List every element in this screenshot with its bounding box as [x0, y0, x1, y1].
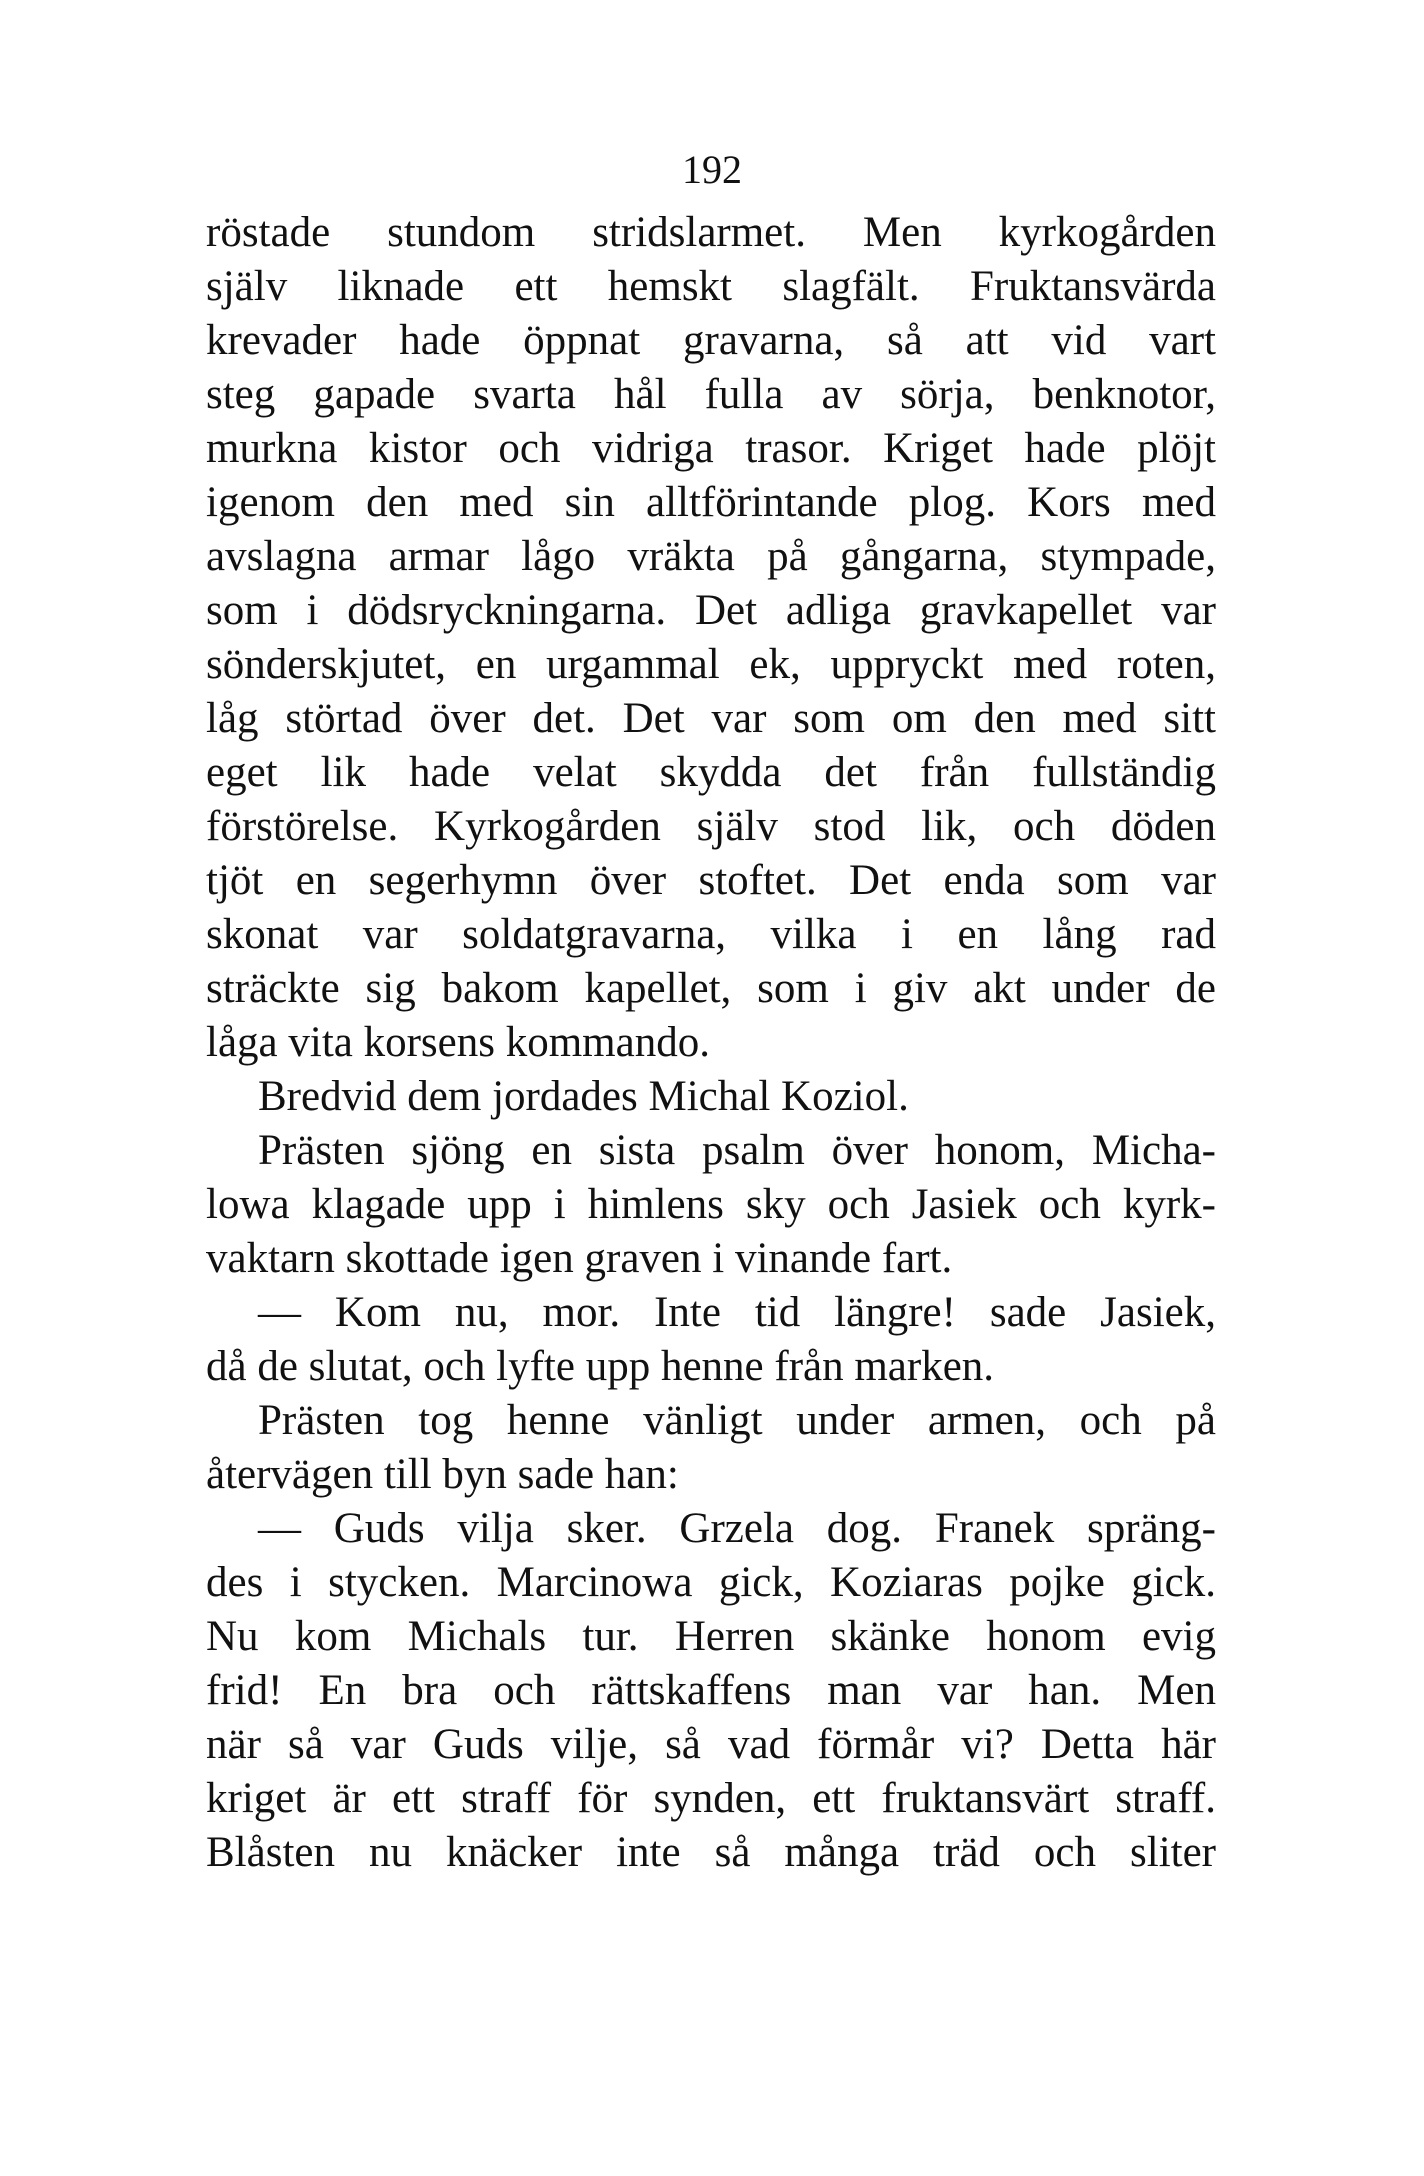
text-line: des i stycken. Marcinowa gick, Koziaras pojke gick. — [206, 1559, 1216, 1606]
body-text — [206, 206, 1216, 1880]
text-line: Bredvid dem jordades Michal Koziol. — [258, 1073, 909, 1120]
text-line: eget lik hade velat skydda det från fullständig — [206, 749, 1216, 796]
text-line: igenom den med sin alltförintande plog. Kors med — [206, 479, 1216, 526]
text-line: krevader hade öppnat gravarna, så att vid vart — [206, 317, 1216, 364]
text-line: sträckte sig bakom kapellet, som i giv akt under de — [206, 965, 1216, 1012]
text-line: låg störtad över det. Det var som om den med sitt — [206, 695, 1216, 742]
text-line: steg gapade svarta hål fulla av sörja, benknotor, — [206, 371, 1216, 418]
text-line: vaktarn skottade igen graven i vinande fart. — [206, 1235, 953, 1282]
text-line: förstörelse. Kyrkogården själv stod lik, och döden — [206, 803, 1216, 850]
text-line: låga vita korsens kommando. — [206, 1019, 710, 1066]
text-line: när så var Guds vilje, så vad förmår vi? Detta här — [206, 1721, 1216, 1768]
text-line: sönderskjutet, en urgammal ek, uppryckt med roten, — [206, 641, 1216, 688]
text-line: murkna kistor och vidriga trasor. Kriget hade plöjt — [206, 425, 1216, 472]
text-line: röstade stundom stridslarmet. Men kyrkogården — [206, 209, 1216, 256]
text-line: tjöt en segerhymn över stoftet. Det enda som var — [206, 857, 1216, 904]
text-line: — Kom nu, mor. Inte tid längre! sade Jasiek, — [258, 1289, 1216, 1336]
text-line: skonat var soldatgravarna, vilka i en lång rad — [206, 911, 1216, 958]
text-line: Blåsten nu knäcker inte så många träd och sliter — [206, 1829, 1216, 1876]
text-line: avslagna armar lågo vräkta på gångarna, stympade, — [206, 533, 1216, 580]
text-line: själv liknade ett hemskt slagfält. Fruktansvärda — [206, 263, 1216, 310]
text-line: — Guds vilja sker. Grzela dog. Franek spräng- — [258, 1505, 1216, 1552]
text-line: Nu kom Michals tur. Herren skänke honom evig — [206, 1613, 1216, 1660]
text-line: då de slutat, och lyfte upp henne från marken. — [206, 1343, 995, 1390]
text-line: Prästen sjöng en sista psalm över honom, Micha- — [258, 1127, 1216, 1174]
text-line: Prästen tog henne vänligt under armen, och på — [258, 1397, 1216, 1444]
text-line: återvägen till byn sade han: — [206, 1451, 679, 1498]
text-line: lowa klagade upp i himlens sky och Jasiek och kyrk- — [206, 1181, 1216, 1228]
page-number: 192 — [682, 147, 742, 192]
text-line: som i dödsryckningarna. Det adliga gravkapellet var — [206, 587, 1216, 634]
text-line: kriget är ett straff för synden, ett fruktansvärt straff. — [206, 1775, 1216, 1822]
text-line: frid! En bra och rättskaffens man var han. Men — [206, 1667, 1216, 1714]
